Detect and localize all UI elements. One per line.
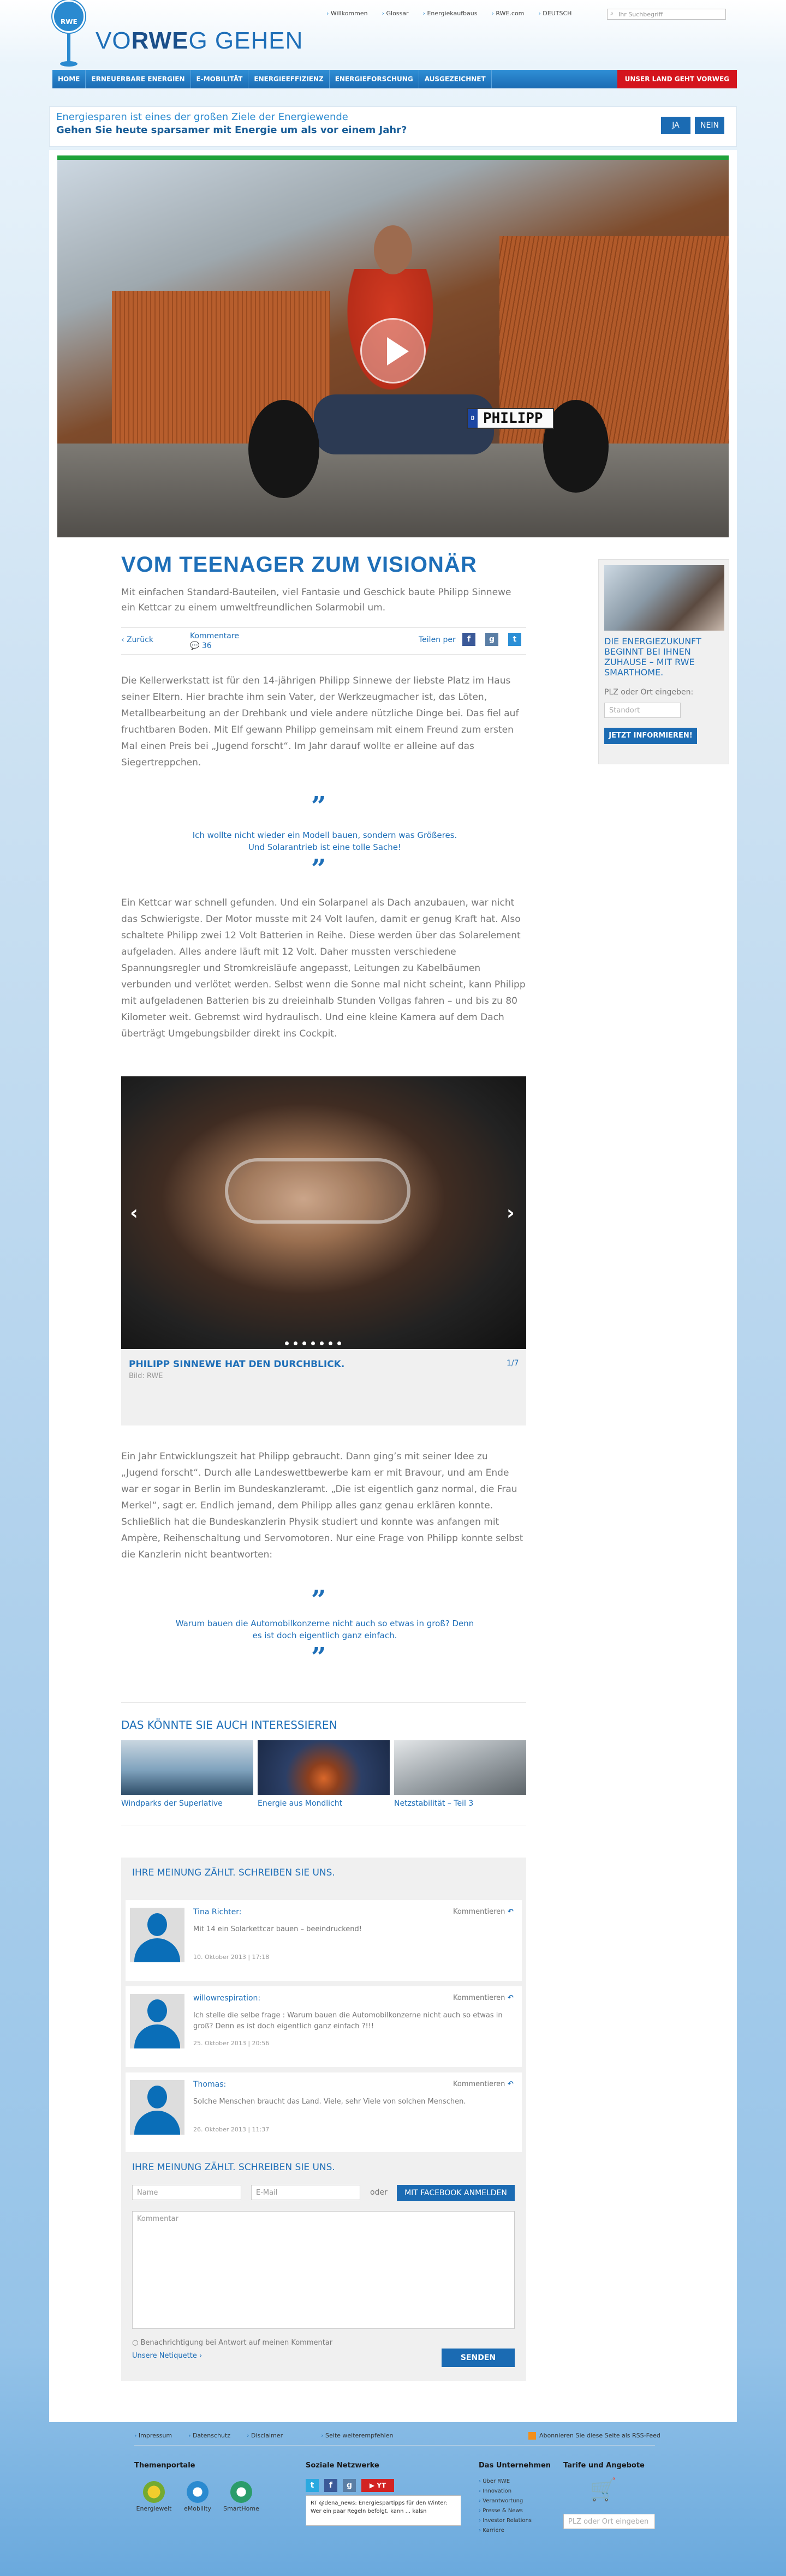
- comment-textarea[interactable]: Kommentar: [132, 2211, 515, 2329]
- emobility-icon[interactable]: [187, 2481, 209, 2503]
- brand-pre: VO: [96, 27, 132, 54]
- hero-ground: [57, 444, 729, 537]
- logo-foot: [60, 61, 78, 67]
- company-link[interactable]: › Investor Relations: [479, 2516, 532, 2526]
- related-item-windparks[interactable]: [121, 1740, 253, 1808]
- comments-count: 36: [201, 642, 212, 650]
- comment-date: 10. Oktober 2013 | 17:18: [193, 1954, 270, 1961]
- gallery-dot[interactable]: [337, 1341, 341, 1345]
- comment-text: Ich stelle die selbe frage : Warum bauen die Automobilkonzerne nicht auch so etwas in groß? Denn es ist doch eigentlich ganz einfach ?!!!: [193, 2011, 503, 2030]
- nav-home[interactable]: HOME: [52, 70, 86, 88]
- related-image: [121, 1740, 253, 1795]
- share-label: Teilen per: [419, 636, 456, 644]
- brand-post: G GEHEN: [188, 27, 303, 54]
- company-link[interactable]: › Innovation: [479, 2487, 532, 2496]
- article-paragraph-1: Die Kellerwerkstatt ist für den 14-jährigen Philipp Sinnewe der liebste Platz im Haus seiner Eltern. Hier brachte ihm sein Vater, der Werkzeugmacher ist, das Löten, Metallbearbeitung an der Drehbank und viele andere nützliche Dinge bei. Das fiel auf fruchtbaren Boden. Mit Elf gewann Philipp gemeinsam mit einem Freund zum ersten Mal einen Preis bei „Jugend forscht“. Im Jahr darauf wollte er alleine auf das Siegertreppchen.: [121, 675, 519, 768]
- footer-heading-company: Das Unternehmen: [479, 2461, 551, 2470]
- comment: [126, 2072, 522, 2153]
- nav-energieeffizienz[interactable]: ENERGIEEFFIZIENZ: [248, 70, 329, 88]
- gallery-next-icon[interactable]: ›: [507, 1202, 515, 1224]
- hero-license-plate: D PHILIPP: [467, 408, 554, 429]
- hero-head: [374, 225, 412, 274]
- gallery-source: Bild: RWE: [129, 1372, 163, 1380]
- toplink-rwe-com[interactable]: › RWE.com: [491, 10, 524, 17]
- related-heading: DAS KÖNNTE SIE AUCH INTERESSIEREN: [121, 1718, 337, 1732]
- gallery-counter: 1/7: [507, 1359, 519, 1368]
- brand-rwe: RWE: [131, 27, 189, 54]
- related-title: Energie aus Mondlicht: [258, 1799, 343, 1808]
- nav-emobilitaet[interactable]: E-MOBILITÄT: [191, 70, 249, 88]
- footer-plz-input[interactable]: PLZ oder Ort eingeben: [563, 2514, 655, 2529]
- company-link[interactable]: › Presse & News: [479, 2506, 532, 2516]
- checkbox-icon: ○: [132, 2339, 141, 2347]
- related-item-mondlicht[interactable]: [258, 1740, 390, 1808]
- rss-link[interactable]: Abonnieren Sie diese Seite als RSS-Feed: [528, 2432, 660, 2440]
- comments-link[interactable]: [190, 631, 239, 651]
- notify-checkbox[interactable]: [132, 2339, 332, 2347]
- quote-open-icon: ”: [311, 1585, 326, 1615]
- send-button[interactable]: SENDEN: [442, 2349, 515, 2367]
- related-title: Netzstabilität – Teil 3: [394, 1799, 474, 1808]
- comments-label: Kommentare: [190, 632, 239, 640]
- language-select[interactable]: › DEUTSCH: [538, 10, 571, 17]
- quote-open-icon: ”: [311, 791, 326, 822]
- logo-text: RWE: [61, 18, 78, 26]
- smarthome-heading: DIE ENERGIEZUKUNFT BEGINNT BEI IHNEN ZUHAUSE – MIT RWE SMARTHOME.: [604, 636, 701, 678]
- image-gallery: [121, 1076, 526, 1425]
- twitter-share-icon[interactable]: t: [508, 633, 521, 646]
- smarthome-teaser: [598, 559, 729, 764]
- comment-text: Mit 14 ein Solarkettcar bauen – beeindruckend!: [193, 1925, 362, 1933]
- facebook-share-icon[interactable]: f: [462, 633, 475, 646]
- comment-date: 26. Oktober 2013 | 11:37: [193, 2126, 270, 2133]
- facebook-icon[interactable]: f: [324, 2479, 337, 2492]
- company-link[interactable]: › Karriere: [479, 2526, 532, 2536]
- tweet-box[interactable]: RT @dena_news: Energiespartipps für den Winter: Wer ein paar Regeln befolgt, kann ... kalsn: [306, 2495, 461, 2526]
- top-links: [326, 10, 571, 17]
- comment-author: Thomas:: [193, 2080, 227, 2089]
- related-image: [258, 1740, 390, 1795]
- form-heading: IHRE MEINUNG ZÄHLT. SCHREIBEN SIE UNS.: [132, 2162, 335, 2173]
- related-image: [394, 1740, 526, 1795]
- comment-date: 25. Oktober 2013 | 20:56: [193, 2040, 270, 2047]
- poll-bar: [49, 106, 737, 147]
- footer-heading-tariffs: Tarife und Angebote: [563, 2461, 645, 2470]
- hero-video[interactable]: [57, 155, 729, 537]
- poll-intro: Energiesparen ist eines der großen Ziele der Energiewende: [56, 111, 348, 123]
- footer-links: [134, 2432, 393, 2439]
- gallery-dot[interactable]: [320, 1341, 324, 1345]
- toplink-energiekauf[interactable]: › Energiekaufbaus: [423, 10, 478, 17]
- logo-stem: [67, 33, 70, 65]
- footer-heading-social: Soziale Netzwerke: [306, 2461, 379, 2470]
- company-link[interactable]: › Über RWE: [479, 2477, 532, 2487]
- portal-label: eMobility: [184, 2505, 211, 2512]
- name-input[interactable]: Name: [132, 2185, 241, 2200]
- article-paragraph-2: Ein Kettcar war schnell gefunden. Und ein Solarpanel als Dach anzubauen, war nicht das Schwierigste. Der Motor musste mit 24 Volt laufen, damit er genug Kraft hat. Also schaltete Philipp zwei 12 Volt Batterien in Reihe. Diese werden über das Solarelement aufgeladen. Alles andere läuft mit 12 Volt. Daher mussten verschiedene Spannungsregler und Stromkreisläufe angepasst, Leitungen zu Kabelbäumen verbunden und verlötet werden. Selbst wenn die Sonne mal nicht scheint, kann Philipp mit aufgeladenen Batterien bis zu dreieinhalb Stunden Vollgas fahren – und bis zu 80 Kilometer weit. Gebremst wird hydraulisch. Und eine kleine Kamera auf dem Dach überträgt Umgebungsbilder direkt ins Cockpit.: [121, 897, 526, 1039]
- comment: [126, 1900, 522, 1981]
- main-nav: [52, 70, 737, 88]
- netiquette-label: Unsere Netiquette: [132, 2352, 197, 2360]
- google-share-icon[interactable]: g: [485, 633, 498, 646]
- gallery-dot[interactable]: [311, 1341, 315, 1345]
- header: [0, 0, 786, 106]
- googleplus-icon[interactable]: g: [343, 2479, 356, 2492]
- back-label: Zurück: [127, 636, 153, 644]
- email-input[interactable]: E-Mail: [251, 2185, 360, 2200]
- netiquette-link[interactable]: Unsere Netiquette ›: [132, 2352, 203, 2360]
- company-link[interactable]: › Verantwortung: [479, 2496, 532, 2506]
- plz-label: PLZ oder Ort eingeben:: [604, 688, 694, 697]
- location-input[interactable]: Standort: [604, 703, 681, 718]
- or-label: oder: [370, 2188, 388, 2197]
- divider: [121, 1702, 526, 1703]
- energiewelt-icon[interactable]: [143, 2481, 165, 2503]
- article-lead: Mit einfachen Standard-Bauteilen, viel Fantasie und Geschick baute Philipp Sinnewe ein Kettcar zu einem umweltfreundlichen Solarmobil um.: [121, 587, 511, 613]
- hero-door-right: [499, 236, 729, 465]
- inform-button[interactable]: JETZT INFORMIEREN!: [604, 728, 697, 744]
- gallery-goggles: [225, 1158, 410, 1224]
- notify-label: Benachrichtigung bei Antwort auf meinen Kommentar: [140, 2339, 333, 2347]
- article-quote-1: Ich wollte nicht wieder ein Modell bauen, sondern was Größeres. Und Solarantrieb ist eine tolle Sache!: [192, 830, 457, 852]
- footer-recommend[interactable]: › Seite weiterempfehlen: [321, 2432, 393, 2439]
- article-meta-bar: [121, 627, 526, 655]
- nav-unser-land[interactable]: UNSER LAND GEHT VORWEG: [617, 70, 737, 88]
- cart-icon[interactable]: 🛒: [590, 2477, 617, 2502]
- nav-energieforschung[interactable]: ENERGIEFORSCHUNG: [330, 70, 419, 88]
- site-brand[interactable]: [96, 27, 303, 55]
- gallery-dot[interactable]: [329, 1341, 332, 1345]
- footer: [0, 2422, 786, 2576]
- comment-icon: 💬: [190, 642, 200, 650]
- portal-label: Energiewelt: [136, 2505, 172, 2512]
- comments-heading: IHRE MEINUNG ZÄHLT. SCHREIBEN SIE UNS.: [132, 1867, 335, 1878]
- quote-close-icon: ”: [311, 1642, 326, 1673]
- article-title: VOM TEENAGER ZUM VISIONÄR: [121, 553, 477, 577]
- article-quote-2: Warum bauen die Automobilkonzerne nicht auch so etwas in groß? Denn es ist doch eigentlich ganz einfach.: [175, 1619, 474, 1640]
- avatar: [130, 2080, 184, 2135]
- footer-divider: [134, 2445, 655, 2446]
- comment-text: Solche Menschen braucht das Land. Viele, sehr Viele von solchen Menschen.: [193, 2098, 466, 2106]
- avatar: [130, 1908, 184, 1962]
- gallery-dot[interactable]: [285, 1341, 289, 1345]
- comment-author: willowrespiration:: [193, 1994, 261, 2003]
- footer-heading-portals: Themenportale: [134, 2461, 195, 2470]
- company-links: [479, 2477, 532, 2536]
- twitter-icon[interactable]: t: [306, 2479, 319, 2492]
- poll-no-button[interactable]: NEIN: [695, 117, 724, 134]
- smarthome-icon[interactable]: [230, 2481, 252, 2503]
- back-link[interactable]: ‹ Zurück: [121, 636, 153, 644]
- youtube-icon[interactable]: ▶ YT: [361, 2479, 394, 2492]
- comment-form: [121, 2152, 526, 2381]
- quote-close-icon: ”: [311, 854, 326, 884]
- logo-disc: [52, 0, 85, 33]
- gallery-image[interactable]: [121, 1076, 526, 1349]
- reply-button[interactable]: Kommentieren ↶: [453, 1908, 514, 1916]
- toplink-glossar[interactable]: › Glossar: [382, 10, 409, 17]
- gallery-prev-icon[interactable]: ‹: [130, 1202, 138, 1224]
- nav-erneuerbare[interactable]: ERNEUERBARE ENERGIEN: [86, 70, 190, 88]
- poll-question: Gehen Sie heute sparsamer mit Energie um als vor einem Jahr?: [56, 124, 407, 136]
- play-icon[interactable]: [360, 318, 426, 384]
- nav-ausgezeichnet[interactable]: AUSGEZEICHNET: [419, 70, 492, 88]
- gallery-dots: [285, 1341, 341, 1345]
- article-paragraph-3: Ein Jahr Entwicklungszeit hat Philipp gebraucht. Dann ging’s mit seiner Idee zu „Jugend forscht“. Durch alle Landeswettbewerbe kam er mit Bravour, und am Ende war er sogar in Berlin im Bundeskanzleramt. „Die ist eigentlich ganz normal, die Frau Merkel“, sagt er. Endlich jemand, dem Philipp alles ganz genau erklären konnte. Schließlich hat die Bundeskanzlerin Physik studiert und konnte was anfangen mit Ampère, Reihenschaltung und Servomotoren. Nur eine Frage von Philipp konnte selbst die Kanzlerin nicht beantworten:: [121, 1451, 523, 1560]
- gallery-caption: PHILIPP SINNEWE HAT DEN DURCHBLICK.: [129, 1359, 345, 1370]
- toplink-willkommen[interactable]: › Willkommen: [326, 10, 368, 17]
- related-title: Windparks der Superlative: [121, 1799, 223, 1808]
- reply-button[interactable]: Kommentieren ↶: [453, 2080, 514, 2088]
- comment: [126, 1986, 522, 2067]
- poll-yes-button[interactable]: JA: [661, 117, 690, 134]
- search-input[interactable]: ⌕ Ihr Suchbegriff: [607, 9, 726, 20]
- rwe-logo[interactable]: [52, 0, 85, 49]
- comments-section: [121, 1858, 526, 2168]
- comment-author: Tina Richter:: [193, 1908, 242, 1916]
- related-item-netzstabilitaet[interactable]: [394, 1740, 526, 1808]
- footer-disclaimer[interactable]: › Disclaimer: [247, 2432, 283, 2439]
- gallery-dot[interactable]: [302, 1341, 306, 1345]
- portal-label: SmartHome: [223, 2505, 259, 2512]
- footer-datenschutz[interactable]: › Datenschutz: [188, 2432, 230, 2439]
- smarthome-image[interactable]: [604, 565, 724, 631]
- reply-button[interactable]: Kommentieren ↶: [453, 1994, 514, 2002]
- facebook-login-button[interactable]: MIT FACEBOOK ANMELDEN: [397, 2185, 515, 2201]
- hero-wheel-left: [248, 400, 319, 498]
- footer-impressum[interactable]: › Impressum: [134, 2432, 172, 2439]
- gallery-dot[interactable]: [294, 1341, 297, 1345]
- avatar: [130, 1994, 184, 2048]
